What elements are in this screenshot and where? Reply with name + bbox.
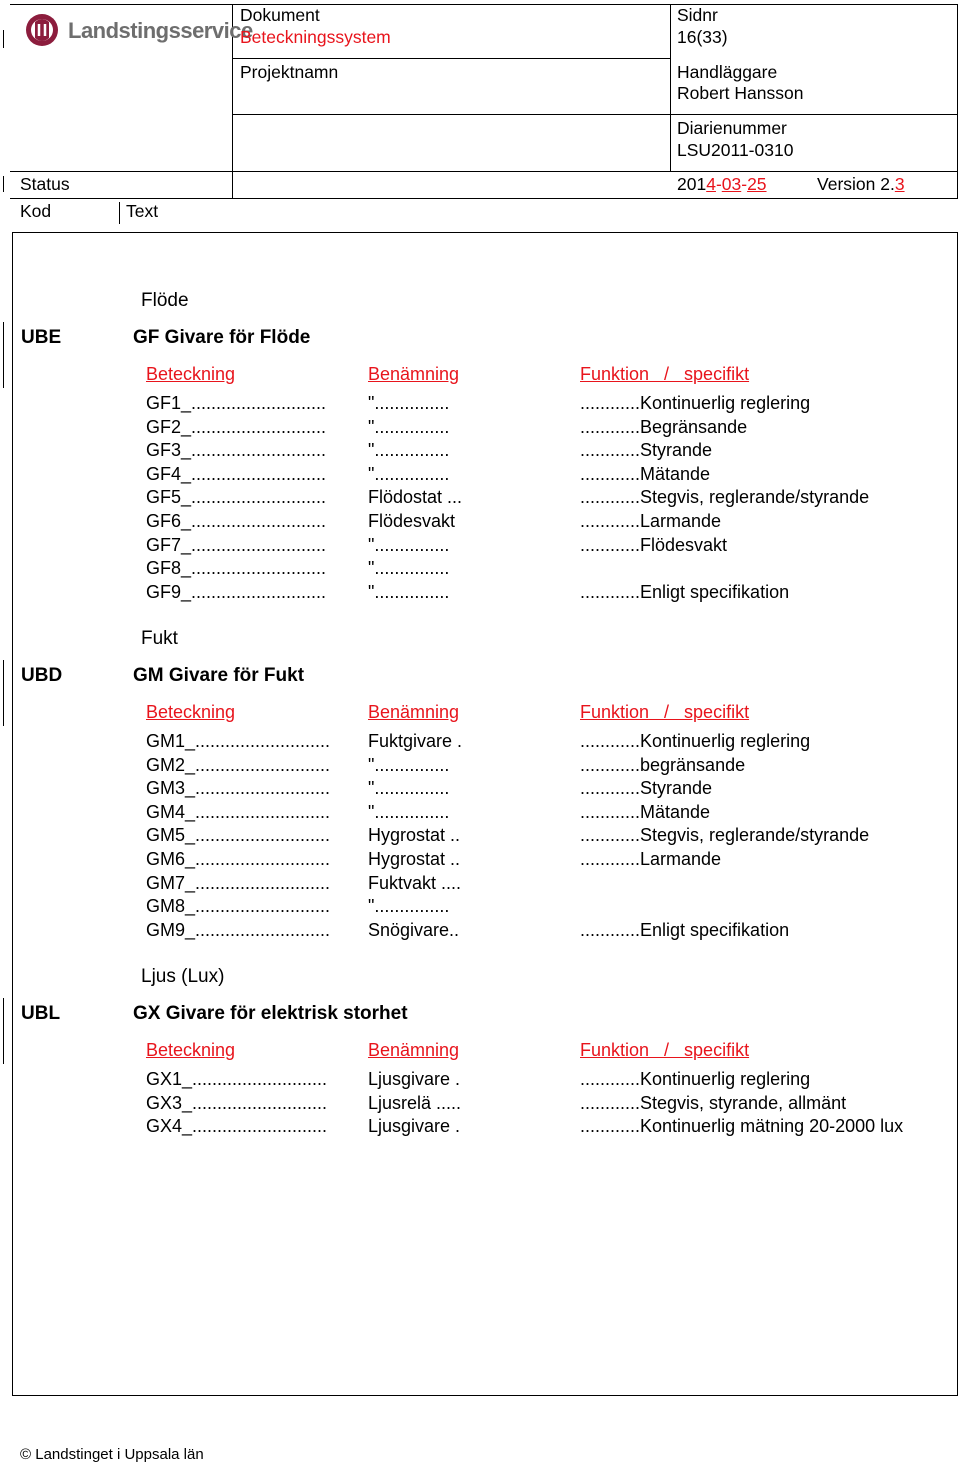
handlaggare-value: Robert Hansson: [677, 83, 804, 103]
row-func: ............Enligt specifikation: [580, 919, 790, 940]
col-benamning: Benämning: [368, 364, 460, 384]
row-code: GM3_...........................: [146, 778, 331, 799]
projektnamn-label: Projektnamn: [240, 62, 339, 82]
row-code: GF3_...........................: [146, 440, 327, 461]
row-func: ............Styrande: [580, 440, 713, 461]
row-name: Fuktgivare .: [368, 731, 463, 751]
header-top-border: [10, 4, 958, 5]
row-name: "...............: [368, 440, 450, 461]
row-code: GM4_...........................: [146, 801, 331, 822]
row-code: GX4_...........................: [146, 1116, 328, 1137]
row-code: GF7_...........................: [146, 534, 327, 555]
row-func: ............Stegvis, reglerande/styrande: [580, 825, 870, 846]
copyright-icon: ©: [20, 1446, 32, 1463]
row-func: ............Kontinuerlig reglering: [580, 731, 811, 751]
row-name: "...............: [368, 393, 450, 413]
status-label: Status: [20, 174, 70, 194]
row-func: ............Mätande: [580, 801, 711, 822]
date-part: 201: [677, 174, 707, 194]
row-name: "...............: [368, 896, 450, 917]
row-code: GF9_...........................: [146, 581, 327, 602]
row-func: ............Kontinuerlig reglering: [580, 393, 811, 413]
date-part: -: [741, 174, 748, 194]
row-name: Flödesvakt: [368, 511, 456, 531]
row-name: Ljusgivare .: [368, 1116, 461, 1137]
kod-label: Kod: [20, 201, 52, 221]
date-part: 4: [706, 174, 716, 194]
row-code: GM2_...........................: [146, 754, 331, 775]
row-func: ............Flödesvakt: [580, 534, 728, 555]
text-label: Text: [126, 201, 159, 221]
header-row-divider-4: [10, 198, 958, 199]
col-funktion: Funktion / specifikt: [580, 364, 750, 384]
diarienummer-value: LSU2011-0310: [677, 140, 794, 160]
section-marker: [3, 998, 4, 1064]
header-vline-2: [670, 4, 671, 172]
dokument-label: Dokument: [240, 5, 320, 25]
row-code: GF4_...........................: [146, 463, 327, 484]
row-name: "...............: [368, 754, 450, 775]
category-heading: Ljus (Lux): [141, 966, 225, 987]
section-title: GX Givare för elektrisk storhet: [133, 1003, 408, 1024]
category-heading: Fukt: [141, 628, 178, 649]
header-row-divider-1: [232, 58, 670, 59]
row-name: "...............: [368, 801, 450, 822]
row-func: ............Begränsande: [580, 416, 748, 437]
logo-mark-icon: [24, 12, 60, 48]
row-func: ............Kontinuerlig mätning 20-2000 lux: [580, 1116, 904, 1137]
section-title: GF Givare för Flöde: [133, 327, 311, 348]
row-name: Snögivare..: [368, 919, 460, 940]
row-name: Hygrostat ..: [368, 849, 461, 869]
diarienummer-label: Diarienummer: [677, 118, 787, 138]
category-heading: Flöde: [141, 290, 189, 311]
row-func: ............Larmande: [580, 511, 722, 531]
row-func: ............Enligt specifikation: [580, 581, 790, 602]
row-func: ............Stegvis, reglerande/styrande: [580, 487, 870, 508]
col-funktion: Funktion / specifikt: [580, 1040, 750, 1060]
row-name: Hygrostat ..: [368, 825, 461, 846]
version-value: [817, 174, 905, 194]
row-name: "...............: [368, 463, 450, 484]
date-part: 03: [721, 174, 742, 194]
col-funktion: Funktion / specifikt: [580, 702, 750, 722]
row-func: ............begränsande: [580, 754, 746, 775]
header-mark-left-1: [3, 30, 4, 48]
section-marker: [3, 660, 4, 726]
col-benamning: Benämning: [368, 1040, 460, 1060]
logo-text: Landstingsservice: [68, 18, 253, 43]
footer-text: Landstinget i Uppsala län: [35, 1446, 204, 1463]
row-code: GX1_...........................: [146, 1069, 328, 1089]
dokument-value: Beteckningssystem: [240, 27, 391, 47]
date-part: -: [715, 174, 722, 194]
row-name: "...............: [368, 416, 450, 437]
row-name: Ljusgivare .: [368, 1069, 461, 1089]
row-name: Flödostat ...: [368, 487, 463, 508]
row-func: ............Kontinuerlig reglering: [580, 1069, 811, 1089]
col-beteckning: Beteckning: [146, 702, 236, 722]
footer: [20, 1446, 204, 1463]
row-code: GF6_...........................: [146, 511, 327, 531]
row-func: ............Mätande: [580, 463, 711, 484]
header-mark-left-2: [3, 176, 4, 192]
row-name: "...............: [368, 581, 450, 602]
header-row-divider-2: [232, 114, 958, 115]
version-part: Version 2.: [817, 174, 895, 194]
section-title: GM Givare för Fukt: [133, 665, 305, 686]
row-code: GM5_...........................: [146, 825, 331, 846]
row-code: GM7_...........................: [146, 872, 331, 893]
kod-text-divider: [119, 202, 120, 224]
date-part: 25: [747, 174, 767, 194]
row-func: ............Styrande: [580, 778, 713, 799]
header-row-divider-3: [10, 171, 958, 172]
row-code: GF5_...........................: [146, 487, 327, 508]
row-code: GM8_...........................: [146, 896, 331, 917]
version-part: 3: [894, 174, 905, 194]
sidnr-value: 16(33): [677, 27, 728, 47]
section-code: UBD: [21, 665, 63, 686]
row-code: GF1_...........................: [146, 393, 327, 413]
row-code: GM6_...........................: [146, 849, 331, 869]
row-name: "...............: [368, 778, 450, 799]
header-vline-right: [957, 4, 958, 198]
row-name: "...............: [368, 558, 450, 579]
row-name: "...............: [368, 534, 450, 555]
row-func: ............Larmande: [580, 849, 722, 869]
col-beteckning: Beteckning: [146, 364, 236, 384]
sidnr-label: Sidnr: [677, 5, 718, 25]
col-benamning: Benämning: [368, 702, 460, 722]
row-func: ............Stegvis, styrande, allmänt: [580, 1092, 847, 1113]
row-code: GF8_...........................: [146, 558, 327, 579]
row-name: Fuktvakt ....: [368, 872, 462, 893]
section-code: UBE: [21, 327, 62, 348]
col-beteckning: Beteckning: [146, 1040, 236, 1060]
section-marker: [3, 322, 4, 388]
row-code: GM9_...........................: [146, 919, 331, 940]
handlaggare-label: Handläggare: [677, 62, 778, 82]
row-code: GF2_...........................: [146, 416, 327, 437]
date-value: [677, 174, 767, 194]
row-name: Ljusrelä .....: [368, 1092, 462, 1113]
logo: [24, 12, 253, 52]
row-code: GM1_...........................: [146, 731, 331, 751]
row-code: GX3_...........................: [146, 1092, 328, 1113]
section-code: UBL: [21, 1003, 61, 1024]
